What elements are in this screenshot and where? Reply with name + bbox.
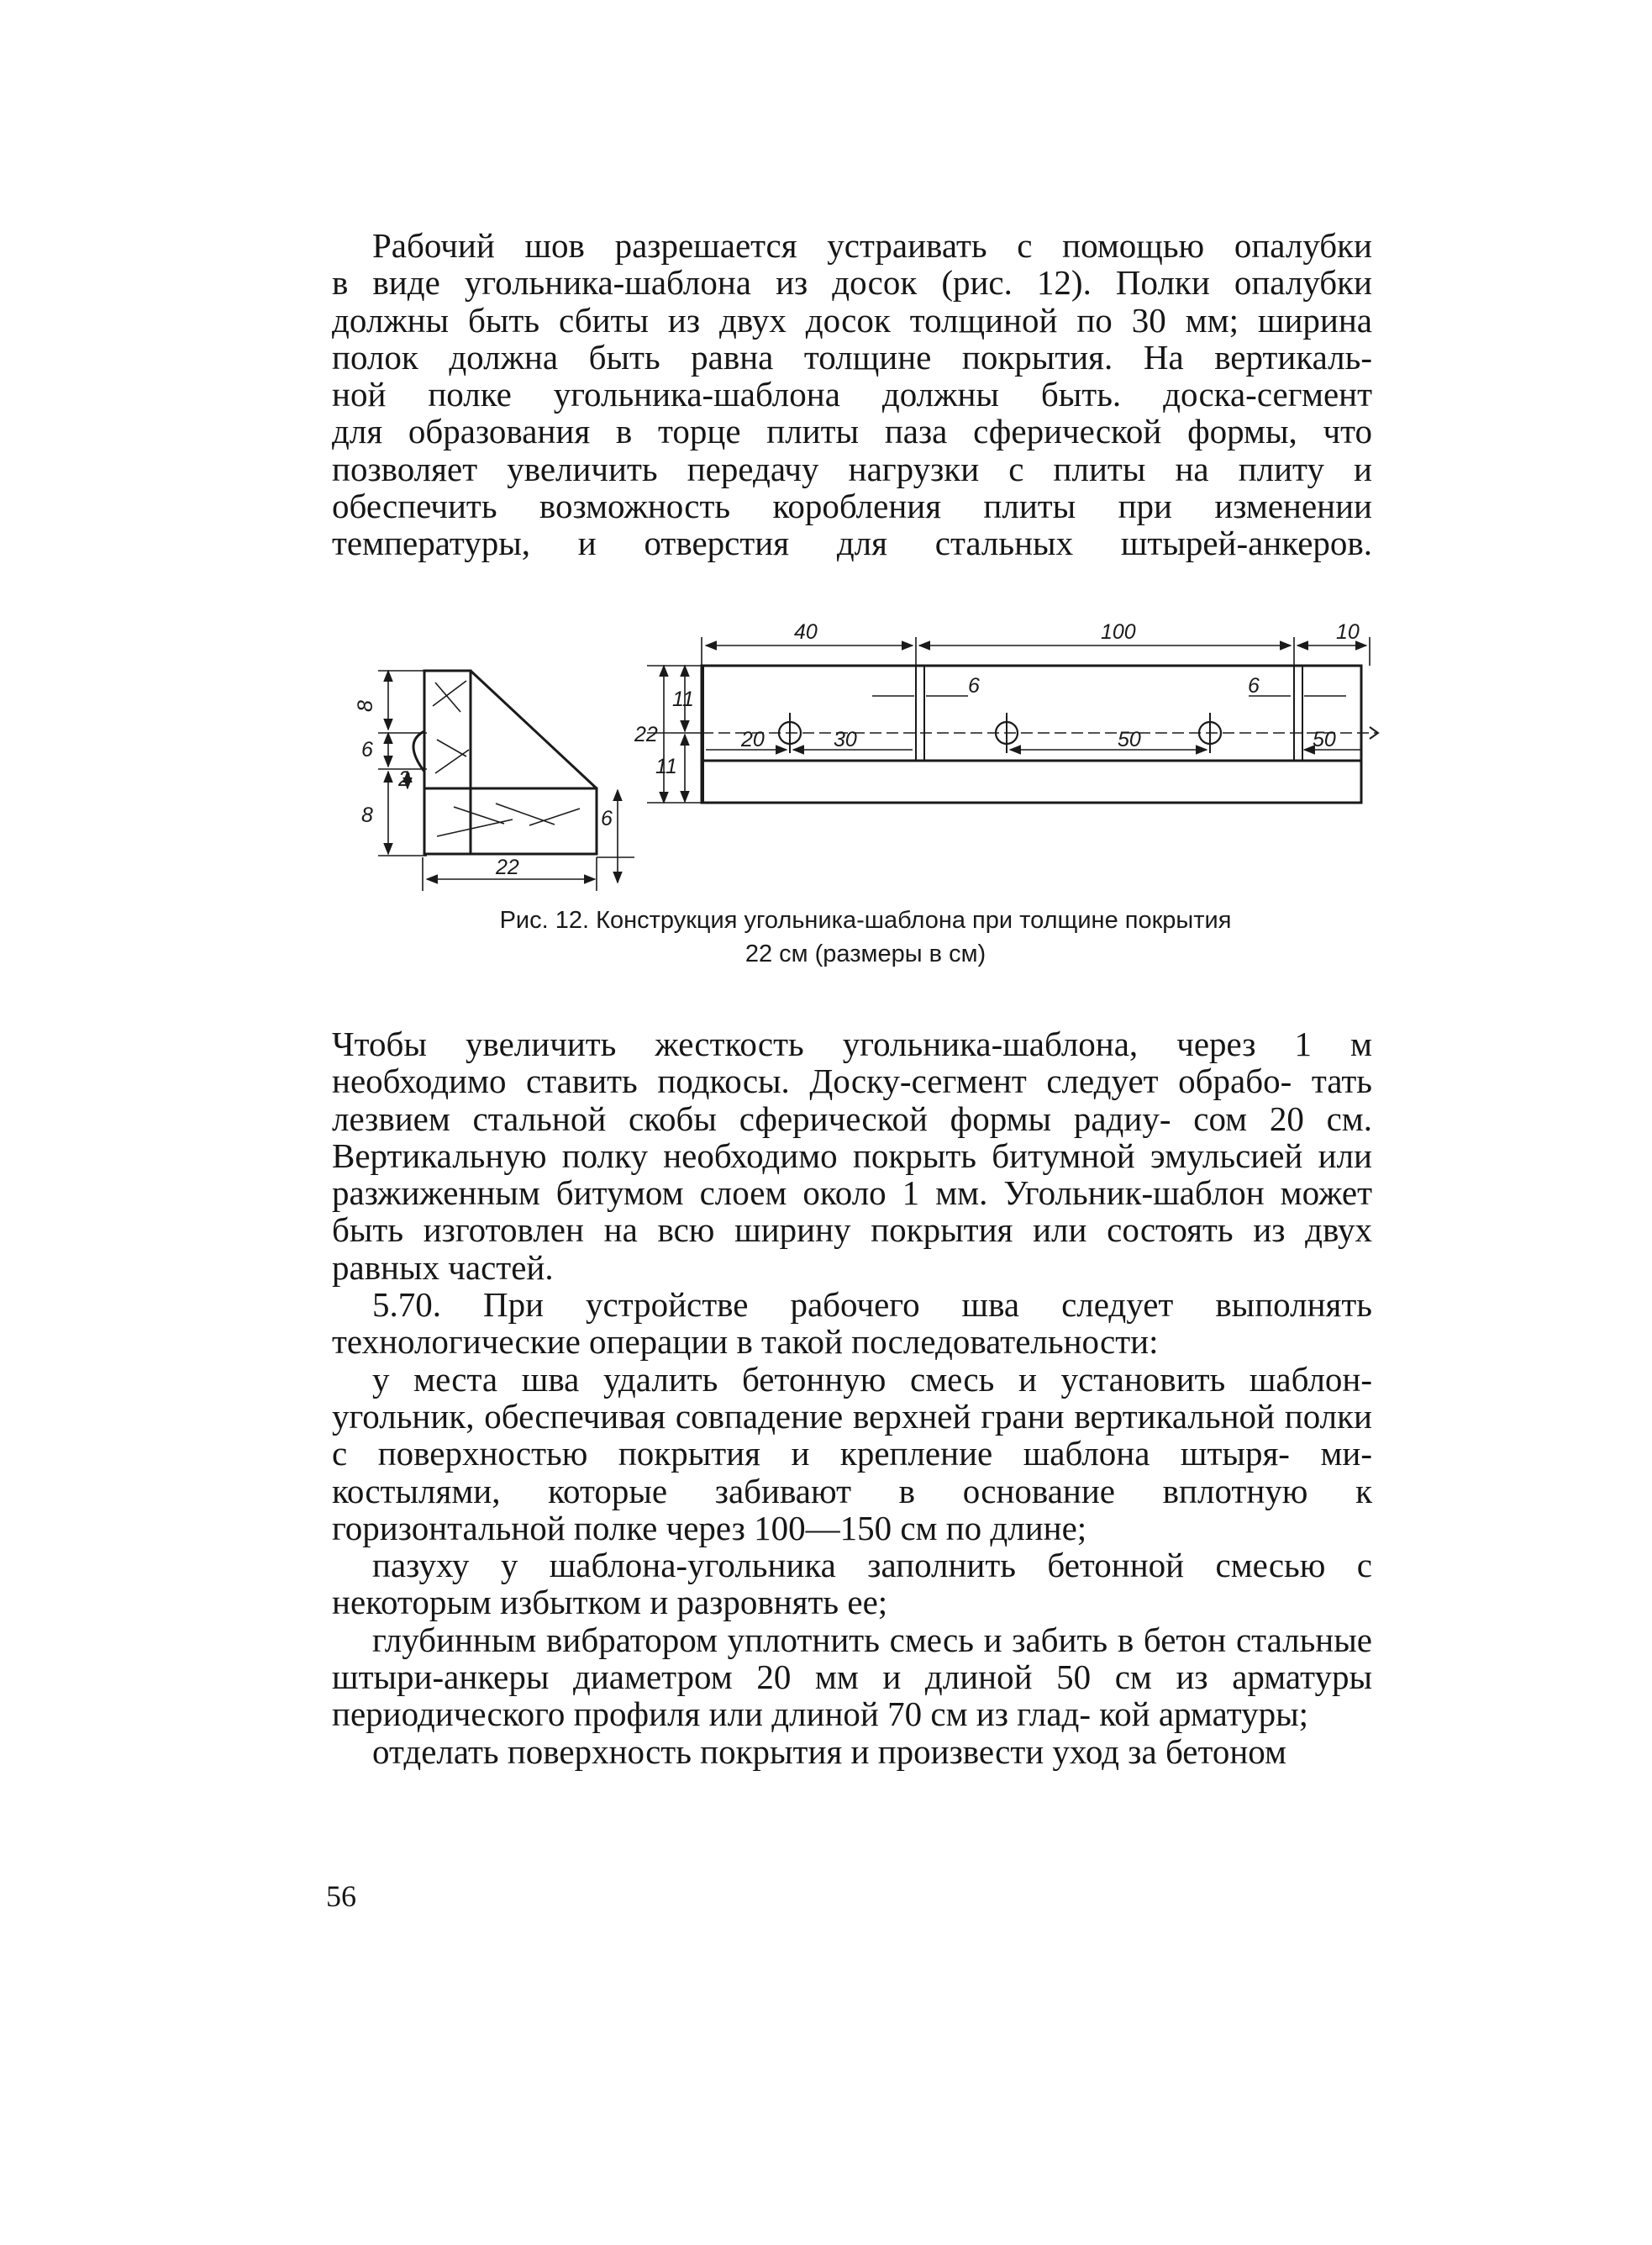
dim-label: 20 — [741, 728, 765, 751]
text-line: обеспечить возможность коробления плиты при изменении — [332, 487, 1372, 526]
text-line: полок должна быть равна толщине покрытия. На вертикаль- — [332, 337, 1372, 377]
dim-label: 6 — [1248, 674, 1260, 698]
body-text — [332, 1025, 1372, 1770]
dim-label: 6 — [361, 738, 373, 762]
dim-label: 11 — [672, 688, 694, 711]
paragraph: у места шва удалить бетонную смесь и установить шаблон- угольник, обеспечивая совпадение верхней грани вертикальной полки с поверхностью покрытия и крепление шаблона штыря- ми-костылями, которые забивают в основание вплотную к горизонтальной полке через 100—150 см по длине; — [332, 1359, 1372, 1547]
dim-label: 2 — [398, 767, 410, 791]
text-line: в виде угольника-шаблона из досок (рис. 12). Полки опалубки — [332, 263, 1372, 303]
dim-label: 8 — [361, 804, 373, 827]
dim-label: 11 — [655, 755, 677, 778]
paragraph: отделать поверхность покрытия и произвести уход за бетоном — [372, 1731, 1286, 1771]
page-number: 56 — [326, 1879, 356, 1913]
paragraph: 5.70. При устройстве рабочего шва следует выполнять технологические операции в такой последовательности: — [332, 1285, 1372, 1362]
text-line: температуры, и отверстия для стальных штырей-анкеров. — [332, 524, 1372, 563]
figure-12-drawing — [328, 605, 1386, 891]
dim-label: 6 — [601, 807, 613, 830]
dim-label: 8 — [354, 700, 377, 712]
figure-caption — [370, 904, 1361, 971]
paragraph: Чтобы увеличить жесткость угольника-шаблона, через 1 м необходимо ставить подкосы. Доску-сегмент следует обрабо- тать лезвием стальной скобы сферической формы радиу- сом 20 см. Вертикальную полку необходимо покрыть битумной эмульсией или разжиженным битумом слоем около 1 мм. Угольник-шаблон может быть изготовлен на всю ширину покрытия или состоять из двух равных частей. — [332, 1025, 1372, 1287]
dim-label: 6 — [968, 674, 980, 698]
paragraph: пазуху у шаблона-угольника заполнить бетонной смесью с некоторым избытком и разровнять ее; — [332, 1546, 1372, 1622]
caption-line: 22 см (размеры в см) — [744, 941, 986, 967]
template-elevation — [647, 637, 1378, 803]
paragraph: глубинным вибратором уплотнить смесь и забить в бетон стальные штыри-анкеры диаметром 20 мм и длиной 50 см из арматуры периодического профиля или длиной 70 см из глад- кой арматуры; — [332, 1620, 1372, 1734]
text-line: должны быть сбиты из двух досок толщиной по 30 мм; ширина — [332, 300, 1372, 340]
dim-label: 100 — [1101, 620, 1136, 644]
dim-label: 30 — [834, 728, 857, 751]
dim-label: 22 — [634, 723, 658, 746]
dim-label: 50 — [1118, 728, 1141, 751]
caption-line: Рис. 12. Конструкция угольника-шаблона при толщине покрытия — [499, 907, 1232, 934]
dim-label: 50 — [1313, 728, 1336, 751]
dim-label: 22 — [496, 856, 519, 879]
text-line: позволяет увеличить передачу нагрузки с плиты на плиту и — [332, 449, 1372, 488]
dim-label: 40 — [794, 620, 818, 644]
dim-label: 10 — [1336, 620, 1360, 644]
text-line: для образования в торце плиты паза сферической формы, что — [332, 412, 1372, 451]
intro-paragraph — [332, 227, 1372, 562]
text-line: Рабочий шов разрешается устраивать с помощью опалубки — [372, 226, 1372, 265]
text-line: ной полке угольника-шаблона должны быть. доска-сегмент — [332, 375, 1372, 414]
